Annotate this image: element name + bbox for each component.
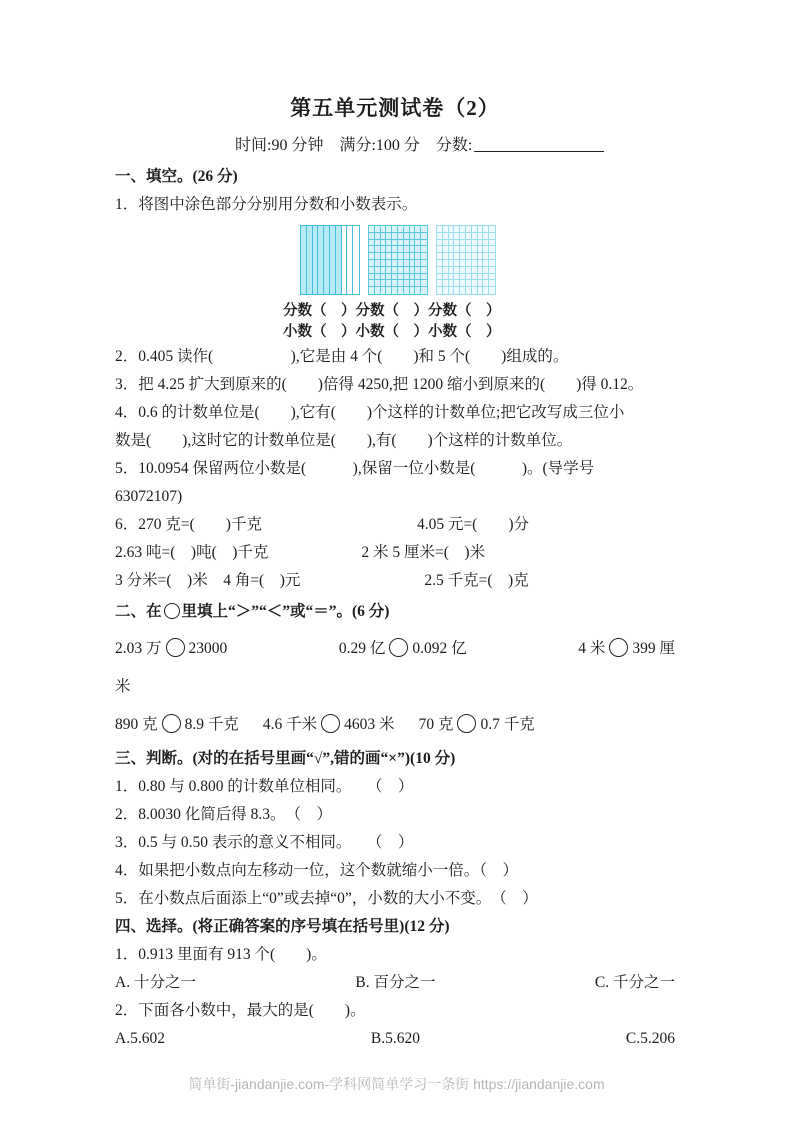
choice-option-c: C. 千分之一 [594,974,675,991]
comparison-left: 4.6 千米 [262,716,318,733]
comparison-item [419,705,535,745]
comparison-right: 399 厘 [632,640,675,657]
section-3-heading: 三、判断。(对的在括号里画“√”,错的画“×”)(10 分) [115,750,456,767]
fill-blank-line: 63072107) [115,488,183,505]
tenths-grid-figure [300,225,360,295]
judge-item: 5．在小数点后面添上“0”或去掉“0”，小数的大小不变。 （ ） [115,890,538,907]
comparison-wrap-text: 米 [115,678,131,695]
choice-options-row [115,1025,675,1053]
comparison-item [115,629,227,669]
comparison-right: 23000 [188,640,228,657]
hundredths-grid-figure-dense [368,225,428,295]
comparison-circle-blank [321,714,340,733]
section-2-heading-pre: 二、在 [115,603,162,620]
comparison-circle-icon [164,603,180,619]
section-2-heading-post: 里填上“＞”“＜”或“＝”。(6 分) [181,603,390,620]
comparison-circle-blank [389,638,408,657]
choice-options-row [115,969,675,997]
judge-item: 1．0.80 与 0.800 的计数单位相同。 （ ） [115,778,414,795]
comparison-circle-blank [162,714,181,733]
choice-option-b: B.5.620 [370,1030,420,1047]
comparison-left: 4 米 [578,640,606,657]
comparison-left: 0.29 亿 [338,640,386,657]
shaded-grids-figure [300,225,675,295]
section-2-heading [115,595,675,629]
comparison-item [263,705,395,745]
fill-blank-line: 5．10.0954 保留两位小数是( ),保留一位小数是( )。(导学号 [115,460,595,477]
section-4-heading: 四、选择。(将正确答案的序号填在括号里)(12 分) [115,918,450,935]
choice-question: 2．下面各小数中，最大的是( )。 [115,1002,366,1019]
fill-blank-line: 数是( ),这时它的计数单位是( ),有( )个这样的计数单位。 [115,432,573,449]
score-blank-line [474,136,604,152]
comparison-right: 4603 米 [344,716,395,733]
comparison-row [115,629,675,669]
fill-blank-line: 3．把 4.25 扩大到原来的( )倍得 4250,把 1200 缩小到原来的( )得 0.12。 [115,376,644,393]
meta-text: 时间:90 分钟 满分:100 分 分数: [235,137,473,154]
comparison-row [115,705,675,745]
meta-line [115,132,675,155]
comparison-right: 0.092 亿 [412,640,467,657]
choice-option-c: C.5.206 [625,1030,675,1047]
judge-item: 3．0.5 与 0.50 表示的意义不相同。 （ ） [115,834,414,851]
hundredths-grid-figure-light [436,225,496,295]
judge-item: 4．如果把小数点向左移动一位，这个数就缩小一倍。（ ） [115,862,519,879]
fill-blank-line: 2．0.405 读作( ),它是由 4 个( )和 5 个( )组成的。 [115,348,569,365]
fraction-labels-row: 分数（ ）分数（ ）分数（ ） [283,303,501,319]
fill-blank-line: 4．0.6 的计数单位是( ),它有( )个这样的计数单位;把它改写成三位小 [115,404,625,421]
comparison-left: 890 克 [115,716,158,733]
section-1-heading: 一、填空。(26 分) [115,168,238,185]
comparison-right: 8.9 千克 [184,716,239,733]
choice-option-a: A.5.602 [115,1030,165,1047]
comparison-right: 0.7 千克 [480,716,535,733]
unit-conversion-line: 3 分米=( )米 4 角=( )元 2.5 千克=( )克 [115,572,529,589]
comparison-circle-blank [457,714,476,733]
comparison-item [339,629,467,669]
comparison-circle-blank [609,638,628,657]
unit-conversion-line: 2.63 吨=( )吨( )千克 2 米 5 厘米=( )米 [115,544,486,561]
footer-watermark: 简单街-jiandanjie.com-学科网简单学习一条街 https://jiandanjie.com [188,1076,605,1092]
comparison-circle-blank [166,638,185,657]
comparison-left: 70 克 [418,716,454,733]
judge-item: 2．8.0030 化简后得 8.3。 （ ） [115,806,333,823]
unit-conversion-line: 6．270 克=( )千克 4.05 元=( )分 [115,516,530,533]
choice-option-a: A. 十分之一 [115,974,196,991]
comparison-item [115,705,239,745]
decimal-labels-row: 小数（ ）小数（ ）小数（ ） [283,324,501,340]
question-1-1: 1．将图中涂色部分分别用分数和小数表示。 [115,196,418,213]
comparison-item [578,629,675,669]
choice-question: 1．0.913 里面有 913 个( )。 [115,946,327,963]
comparison-left: 2.03 万 [115,640,162,657]
page-title: 第五单元测试卷（2） [290,96,500,120]
choice-option-b: B. 百分之一 [355,974,436,991]
